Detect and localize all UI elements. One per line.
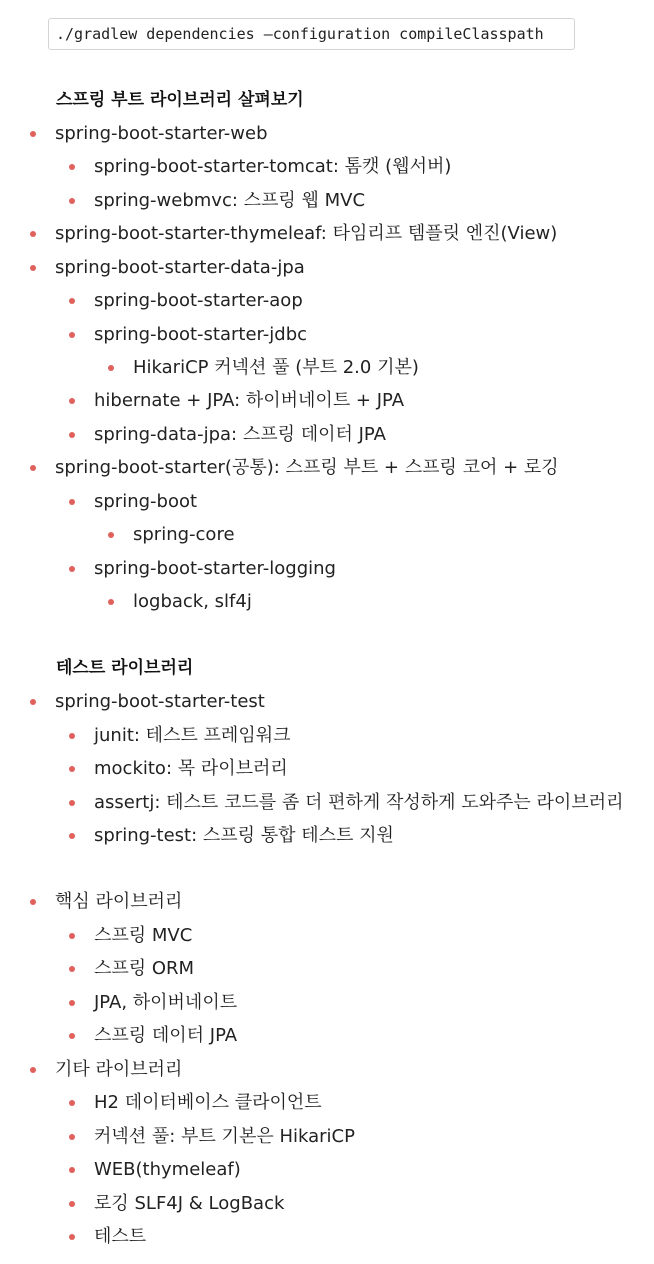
list-item: spring-boot: [94, 491, 198, 512]
bullet-icon: [69, 966, 75, 972]
bullet-icon: [69, 432, 75, 438]
list-item: 테스트: [94, 1226, 147, 1247]
list-item: 스프링 데이터 JPA: [94, 1025, 238, 1046]
code-command-text: ./gradlew dependencies —configuration compileClasspath: [56, 25, 544, 43]
list-item: 기타 라이브러리: [55, 1059, 183, 1080]
list-item: 스프링 MVC: [94, 925, 193, 946]
code-command-block: [48, 18, 575, 50]
bullet-icon: [30, 899, 36, 905]
bullet-icon: [108, 532, 114, 538]
bullet-icon: [69, 1100, 75, 1106]
bullet-icon: [69, 164, 75, 170]
bullet-icon: [69, 1167, 75, 1173]
list-item: logback, slf4j: [133, 591, 252, 612]
list-item: spring-boot-starter-test: [55, 691, 265, 712]
list-item: spring-boot-starter-web: [55, 123, 268, 144]
bullet-icon: [69, 766, 75, 772]
bullet-icon: [30, 265, 36, 271]
list-item: JPA, 하이버네이트: [94, 992, 238, 1013]
bullet-icon: [69, 332, 75, 338]
list-item: spring-core: [133, 524, 235, 545]
list-item: spring-boot-starter-aop: [94, 290, 303, 311]
bullet-icon: [69, 800, 75, 806]
list-item: HikariCP 커넥션 풀 (부트 2.0 기본): [133, 357, 419, 378]
bullet-icon: [69, 833, 75, 839]
bullet-icon: [69, 1234, 75, 1240]
list-item: spring-boot-starter-logging: [94, 558, 336, 579]
spring-libraries-heading: 스프링 부트 라이브러리 살펴보기: [56, 90, 304, 110]
list-item: 로깅 SLF4J & LogBack: [94, 1193, 285, 1214]
bullet-icon: [30, 699, 36, 705]
bullet-icon: [69, 1000, 75, 1006]
bullet-icon: [69, 1033, 75, 1039]
list-item: spring-test: 스프링 통합 테스트 지원: [94, 825, 394, 846]
bullet-icon: [108, 599, 114, 605]
list-item: WEB(thymeleaf): [94, 1159, 241, 1180]
list-item: 커넥션 풀: 부트 기본은 HikariCP: [94, 1126, 355, 1147]
list-item: spring-boot-starter-data-jpa: [55, 257, 305, 278]
list-item: H2 데이터베이스 클라이언트: [94, 1092, 322, 1113]
list-item: spring-boot-starter-tomcat: 톰캣 (웹서버): [94, 156, 452, 177]
list-item: assertj: 테스트 코드를 좀 더 편하게 작성하게 도와주는 라이브러리: [94, 792, 624, 813]
bullet-icon: [69, 298, 75, 304]
list-item: 핵심 라이브러리: [55, 891, 183, 912]
list-item: spring-boot-starter(공통): 스프링 부트 + 스프링 코어 + 로깅: [55, 457, 559, 478]
list-item: mockito: 목 라이브러리: [94, 758, 288, 779]
bullet-icon: [69, 499, 75, 505]
bullet-icon: [30, 131, 36, 137]
list-item: 스프링 ORM: [94, 958, 195, 979]
bullet-icon: [69, 933, 75, 939]
bullet-icon: [69, 398, 75, 404]
bullet-icon: [69, 733, 75, 739]
list-item: spring-boot-starter-jdbc: [94, 324, 308, 345]
bullet-icon: [30, 465, 36, 471]
list-item: spring-boot-starter-thymeleaf: 타임리프 템플릿 엔진(View): [55, 223, 558, 244]
bullet-icon: [108, 365, 114, 371]
list-item: spring-webmvc: 스프링 웹 MVC: [94, 190, 366, 211]
test-libraries-heading: 테스트 라이브러리: [56, 658, 194, 678]
bullet-icon: [30, 1067, 36, 1073]
bullet-icon: [69, 566, 75, 572]
bullet-icon: [30, 231, 36, 237]
list-item: junit: 테스트 프레임워크: [94, 725, 291, 746]
bullet-icon: [69, 1201, 75, 1207]
list-item: hibernate + JPA: 하이버네이트 + JPA: [94, 390, 405, 411]
list-item: spring-data-jpa: 스프링 데이터 JPA: [94, 424, 386, 445]
bullet-icon: [69, 1134, 75, 1140]
bullet-icon: [69, 198, 75, 204]
